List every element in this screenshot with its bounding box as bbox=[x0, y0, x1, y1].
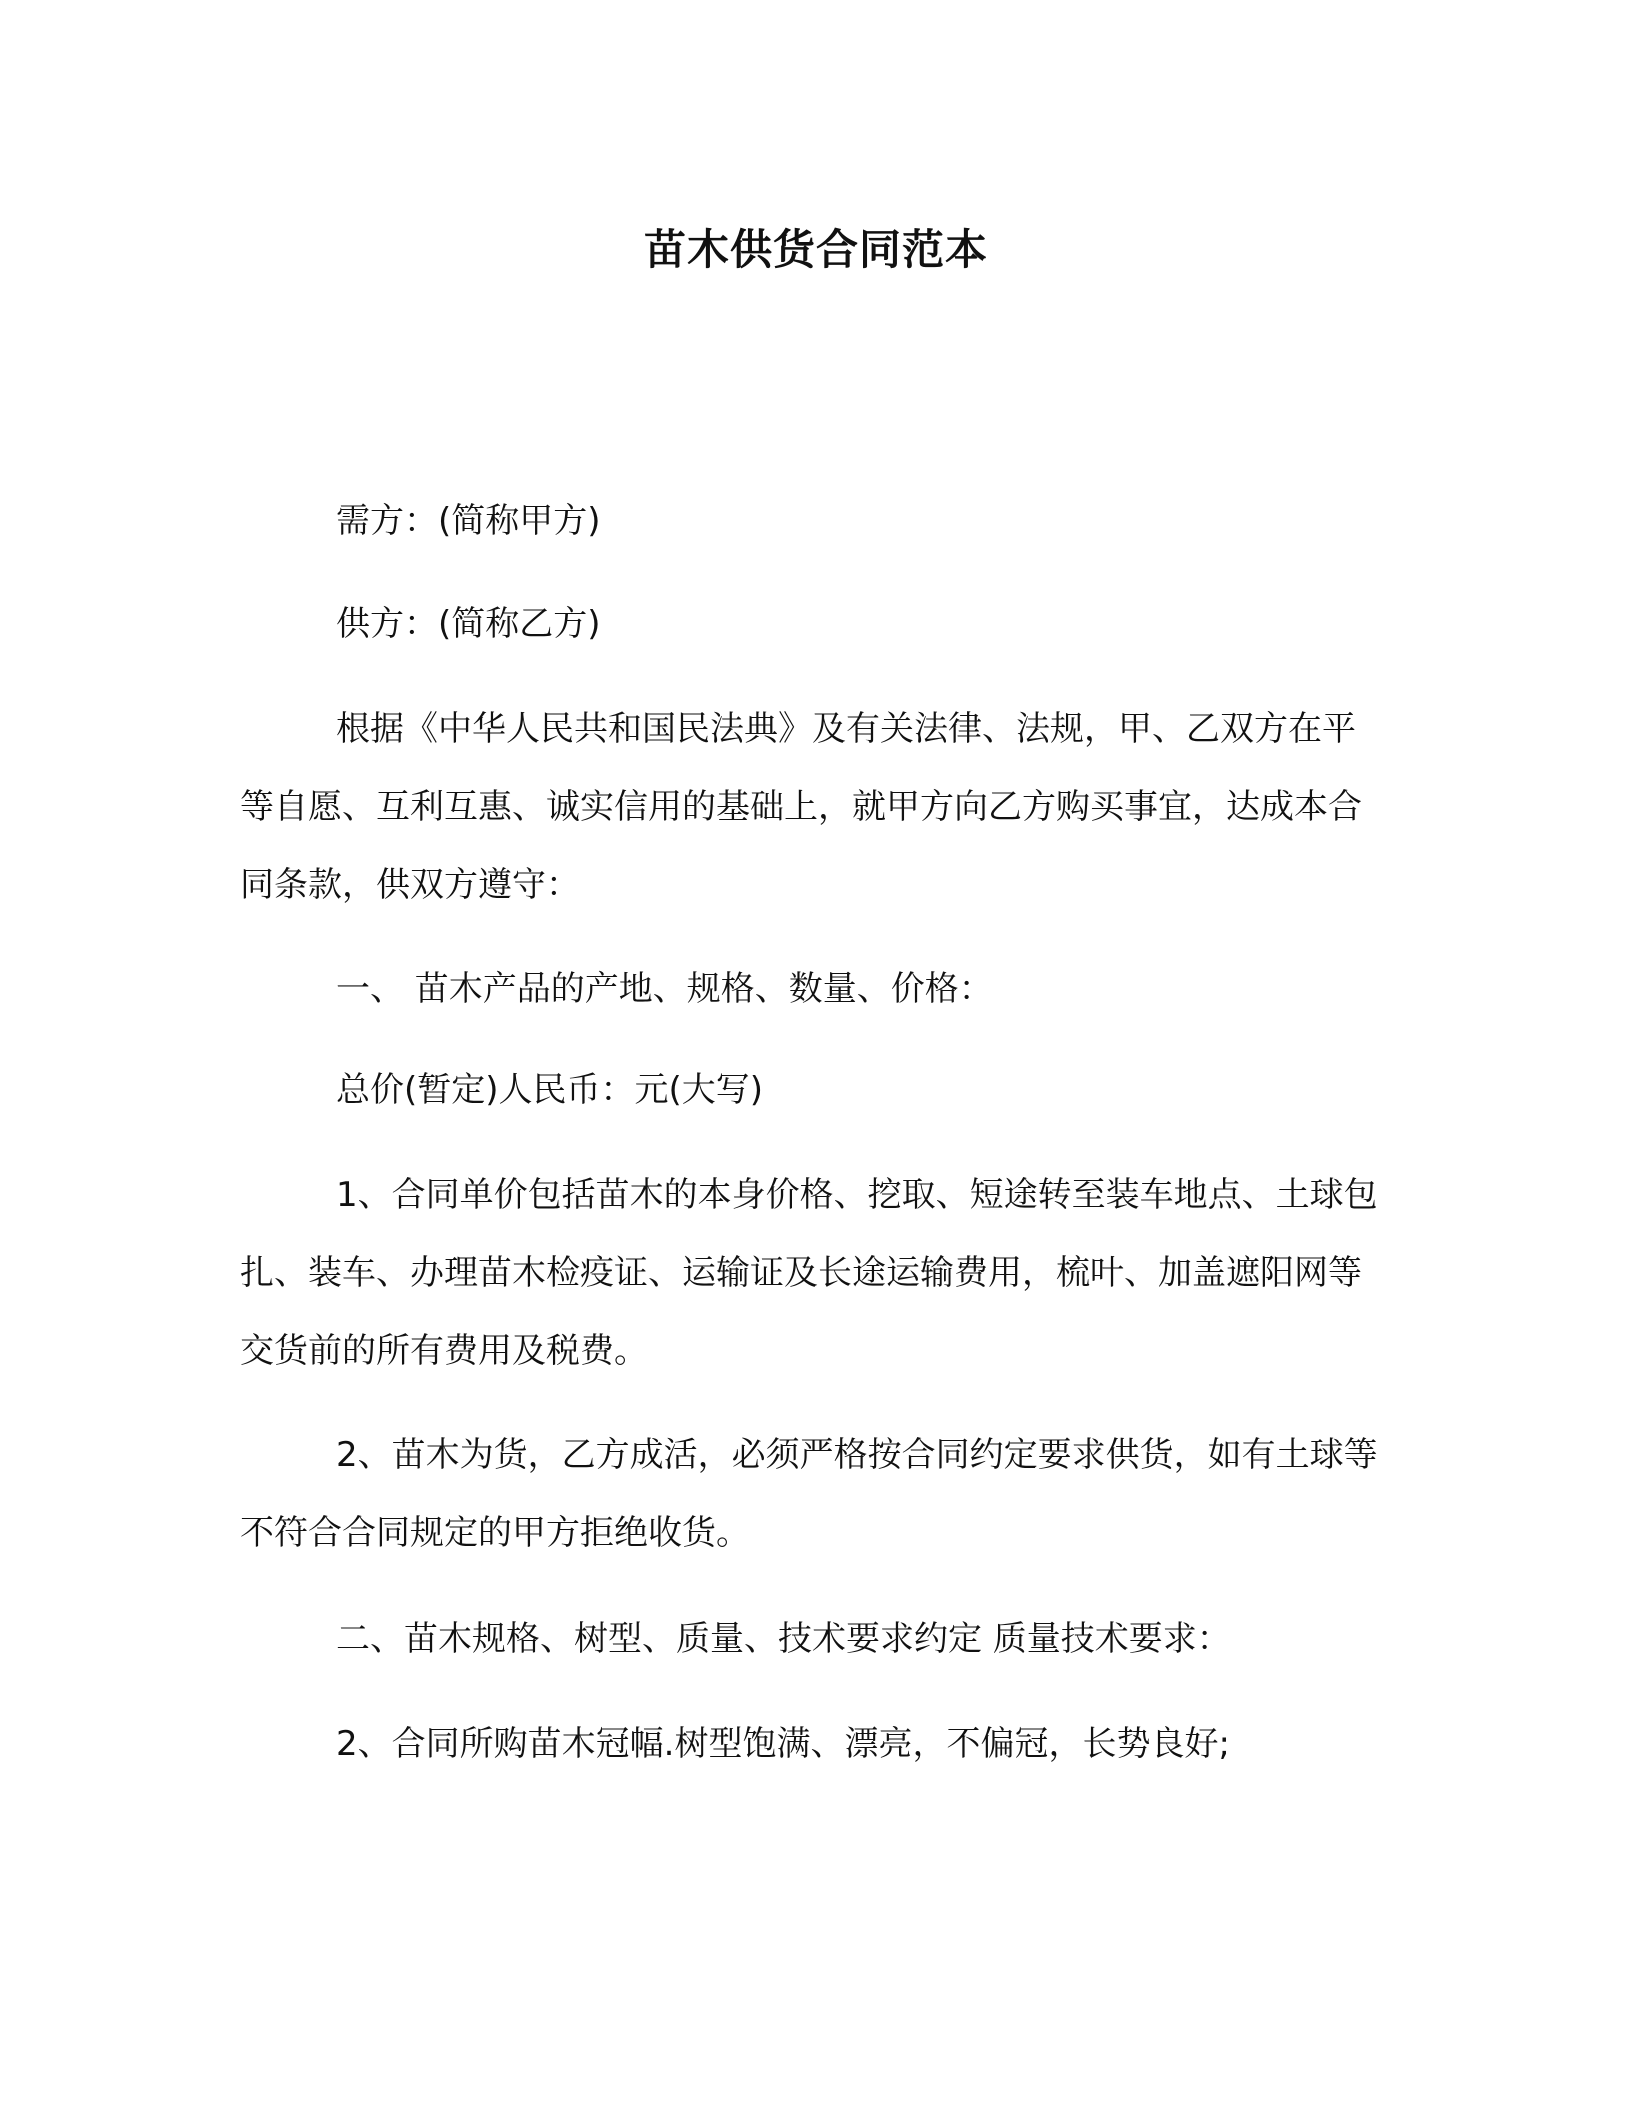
clause-1-paragraph: 1、合同单价包括苗木的本身价格、挖取、短途转至装车地点、土球包扎、装车、办理苗木检疫证、运输证及长途运输费用，梳叶、加盖遮阳网等交货前的所有费用及税费。 bbox=[240, 1175, 1378, 1371]
section-2-clause-2: 2、合同所购苗木冠幅.树型饱满、漂亮，不偏冠，长势良好; bbox=[336, 1724, 1230, 1764]
clause-2-paragraph: 2、苗木为货，乙方成活，必须严格按合同约定要求供货，如有土球等不符合合同规定的甲方拒绝收货。 bbox=[240, 1435, 1378, 1553]
section-2-heading: 二、苗木规格、树型、质量、技术要求约定 质量技术要求： bbox=[336, 1619, 1231, 1659]
party-b-line: 供方：(简称乙方) bbox=[336, 604, 601, 644]
section-1-heading: 一、 苗木产品的产地、规格、数量、价格： bbox=[336, 969, 993, 1009]
document-title: 苗木供货合同范本 bbox=[643, 225, 988, 274]
intro-paragraph: 根据《中华人民共和国民法典》及有关法律、法规，甲、乙双方在平等自愿、互利互惠、诚实信用的基础上，就甲方向乙方购买事宜，达成本合同条款，供双方遵守： bbox=[240, 709, 1362, 905]
total-price-line: 总价(暂定)人民币：元(大写) bbox=[336, 1070, 764, 1110]
party-a-line: 需方：(简称甲方) bbox=[336, 501, 601, 541]
